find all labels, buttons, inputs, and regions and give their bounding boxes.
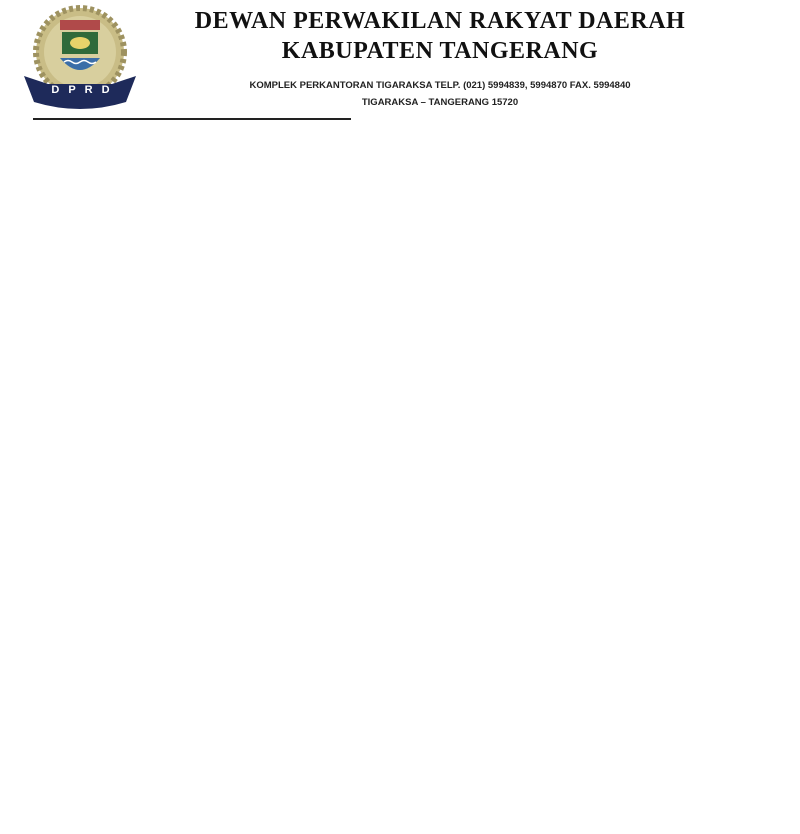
letterhead-title-line2: KABUPATEN TANGERANG xyxy=(281,38,599,64)
logo-text: DPRD xyxy=(51,84,119,96)
letterhead-address-line1: KOMPLEK PERKANTORAN TIGARAKSA TELP. (021) 5994839, 5994870 FAX. 5994840 xyxy=(249,80,631,91)
letterhead-address-line2: TIGARAKSA – TANGERANG 15720 xyxy=(361,97,519,108)
letterhead-title-line1: DEWAN PERWAKILAN RAKYAT DAERAH xyxy=(194,8,686,34)
spacer xyxy=(33,118,351,120)
